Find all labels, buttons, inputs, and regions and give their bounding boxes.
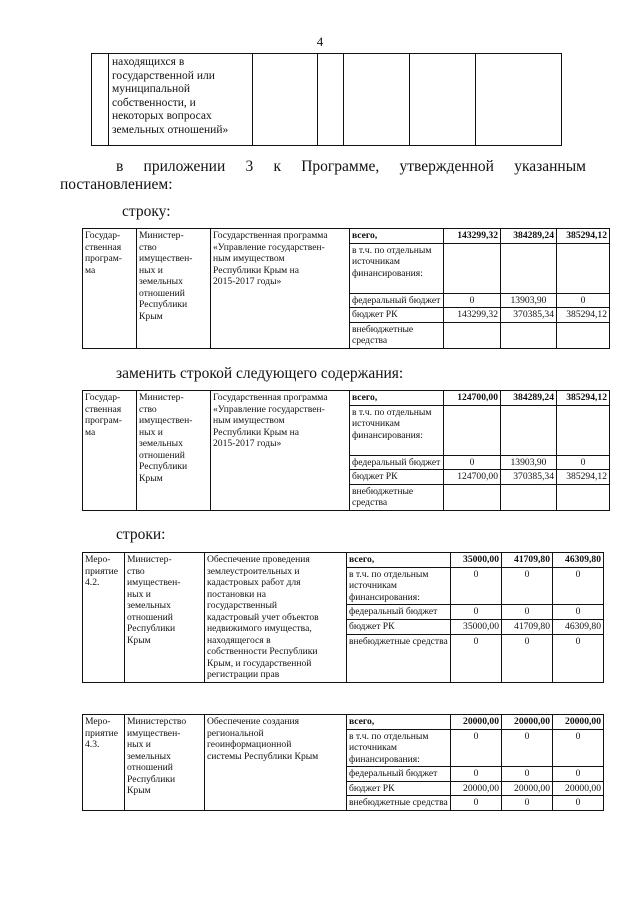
- table-row: федеральный бюджет 0 0 0: [83, 605, 604, 620]
- heading-stroki: строки:: [116, 526, 166, 543]
- table-row: внебюджетные средства 0 0 0: [83, 634, 604, 682]
- program-name-cell: Государственная программа «Управление государствен- ным имуществом Республики Крым на 2015-2017 годы»: [211, 229, 350, 349]
- executor-cell: Министер- ство имуществен- ных и земельных отношений Республики Крым: [137, 229, 211, 349]
- table-row: бюджет РК 143299,32 370385,34 385294,12: [83, 308, 610, 323]
- table-new-row: [82, 390, 610, 511]
- table-row: в т.ч. по отдельным источникам финансирования: 0 0 0: [83, 567, 604, 605]
- heading-replace: заменить строкой следующего содержания:: [116, 365, 404, 382]
- measure-name-cell: Обеспечение создания региональной геоинформационной системы Республики Крым: [205, 715, 347, 811]
- page-number: 4: [316, 34, 324, 49]
- executor-cell: Министер- ство имуществен- ных и земельных отношений Республики Крым: [137, 391, 211, 511]
- table-row: в т.ч. по отдельным источникам финансирования: 0 0 0: [83, 729, 604, 767]
- table-row: Государ- ственная програм- ма Министер- ство имуществен- ных и земельных отношений Республики Крым Государственная программа «Управление государствен- ным имуществом Республики Крым на 2015-2017 годы» всего, 124700,00 384289,24 385294,12: [83, 391, 610, 406]
- measure-name-cell: Обеспечение проведения землеустроительных и кадастровых работ для постановки на государственный кадастровый учет объектов недвижимого имущества, находящегося в собственности Республики Крым, и государственной регистрации прав: [205, 553, 347, 683]
- table-row: Государ- ственная програм- ма Министер- ство имуществен- ных и земельных отношений Республики Крым Государственная программа «Управление государствен- ным имуществом Республики Крым на 2015-2017 годы» всего, 143299,32 384289,24 385294,12: [83, 229, 610, 244]
- paragraph-amendment: в приложении 3 к Программе, утвержденной указанным: [116, 158, 586, 175]
- executor-cell: Министер- ство имуществен- ных и земельных отношений Республики Крым: [125, 553, 205, 683]
- type-cell: Государ- ственная програм- ма: [83, 229, 137, 349]
- paragraph-line2: постановлением:: [60, 176, 173, 193]
- table-row: федеральный бюджет 0 13903,90 0: [83, 293, 610, 308]
- table-row: в т.ч. по отдельным источникам финансирования:: [83, 243, 610, 293]
- table-measure-4-2: [82, 552, 604, 683]
- table-row: бюджет РК 124700,00 370385,34 385294,12: [83, 470, 610, 485]
- table-row: федеральный бюджет 0 13903,90 0: [83, 455, 610, 470]
- table-row: федеральный бюджет 0 0 0: [83, 767, 604, 782]
- table-row: Меро- приятие 4.2. Министер- ство имуществен- ных и земельных отношений Республики Крым Обеспечение проведения землеустроительных и кадастровых работ для постановки на государственный кадастровый учет объектов недвижимого имущества, находящегося в собственности Республики Крым, и государственной регистрации прав всего, 35000,00 41709,80 46309,80: [83, 553, 604, 568]
- table-row: бюджет РК 35000,00 41709,80 46309,80: [83, 619, 604, 634]
- table-row: бюджет РК 20000,00 20000,00 20000,00: [83, 781, 604, 796]
- heading-stroku: строку:: [122, 203, 171, 220]
- table-measure-4-3: [82, 714, 604, 811]
- top-fragment-table: [91, 53, 562, 146]
- table-old-row: [82, 228, 610, 349]
- measure-number-cell: Меро- приятие 4.3.: [83, 715, 125, 811]
- table-row: внебюджетные средства: [83, 484, 610, 510]
- table-row: внебюджетные средства: [83, 322, 610, 348]
- measure-number-cell: Меро- приятие 4.2.: [83, 553, 125, 683]
- type-cell: Государ- ственная програм- ма: [83, 391, 137, 511]
- table-row: внебюджетные средства 0 0 0: [83, 796, 604, 811]
- program-name-cell: Государственная программа «Управление государствен- ным имуществом Республики Крым на 2015-2017 годы»: [211, 391, 350, 511]
- table-row: в т.ч. по отдельным источникам финансирования:: [83, 405, 610, 455]
- top-fragment-text: находящихся в государственной или муниципальной собственности, и некоторых вопросах земельных отношений»: [109, 54, 253, 146]
- table-row: Меро- приятие 4.3. Министерство имуществен- ных и земельных отношений Республики Крым Обеспечение создания региональной геоинформационной системы Республики Крым всего, 20000,00 20000,00 20000,00: [83, 715, 604, 730]
- executor-cell: Министерство имуществен- ных и земельных отношений Республики Крым: [125, 715, 205, 811]
